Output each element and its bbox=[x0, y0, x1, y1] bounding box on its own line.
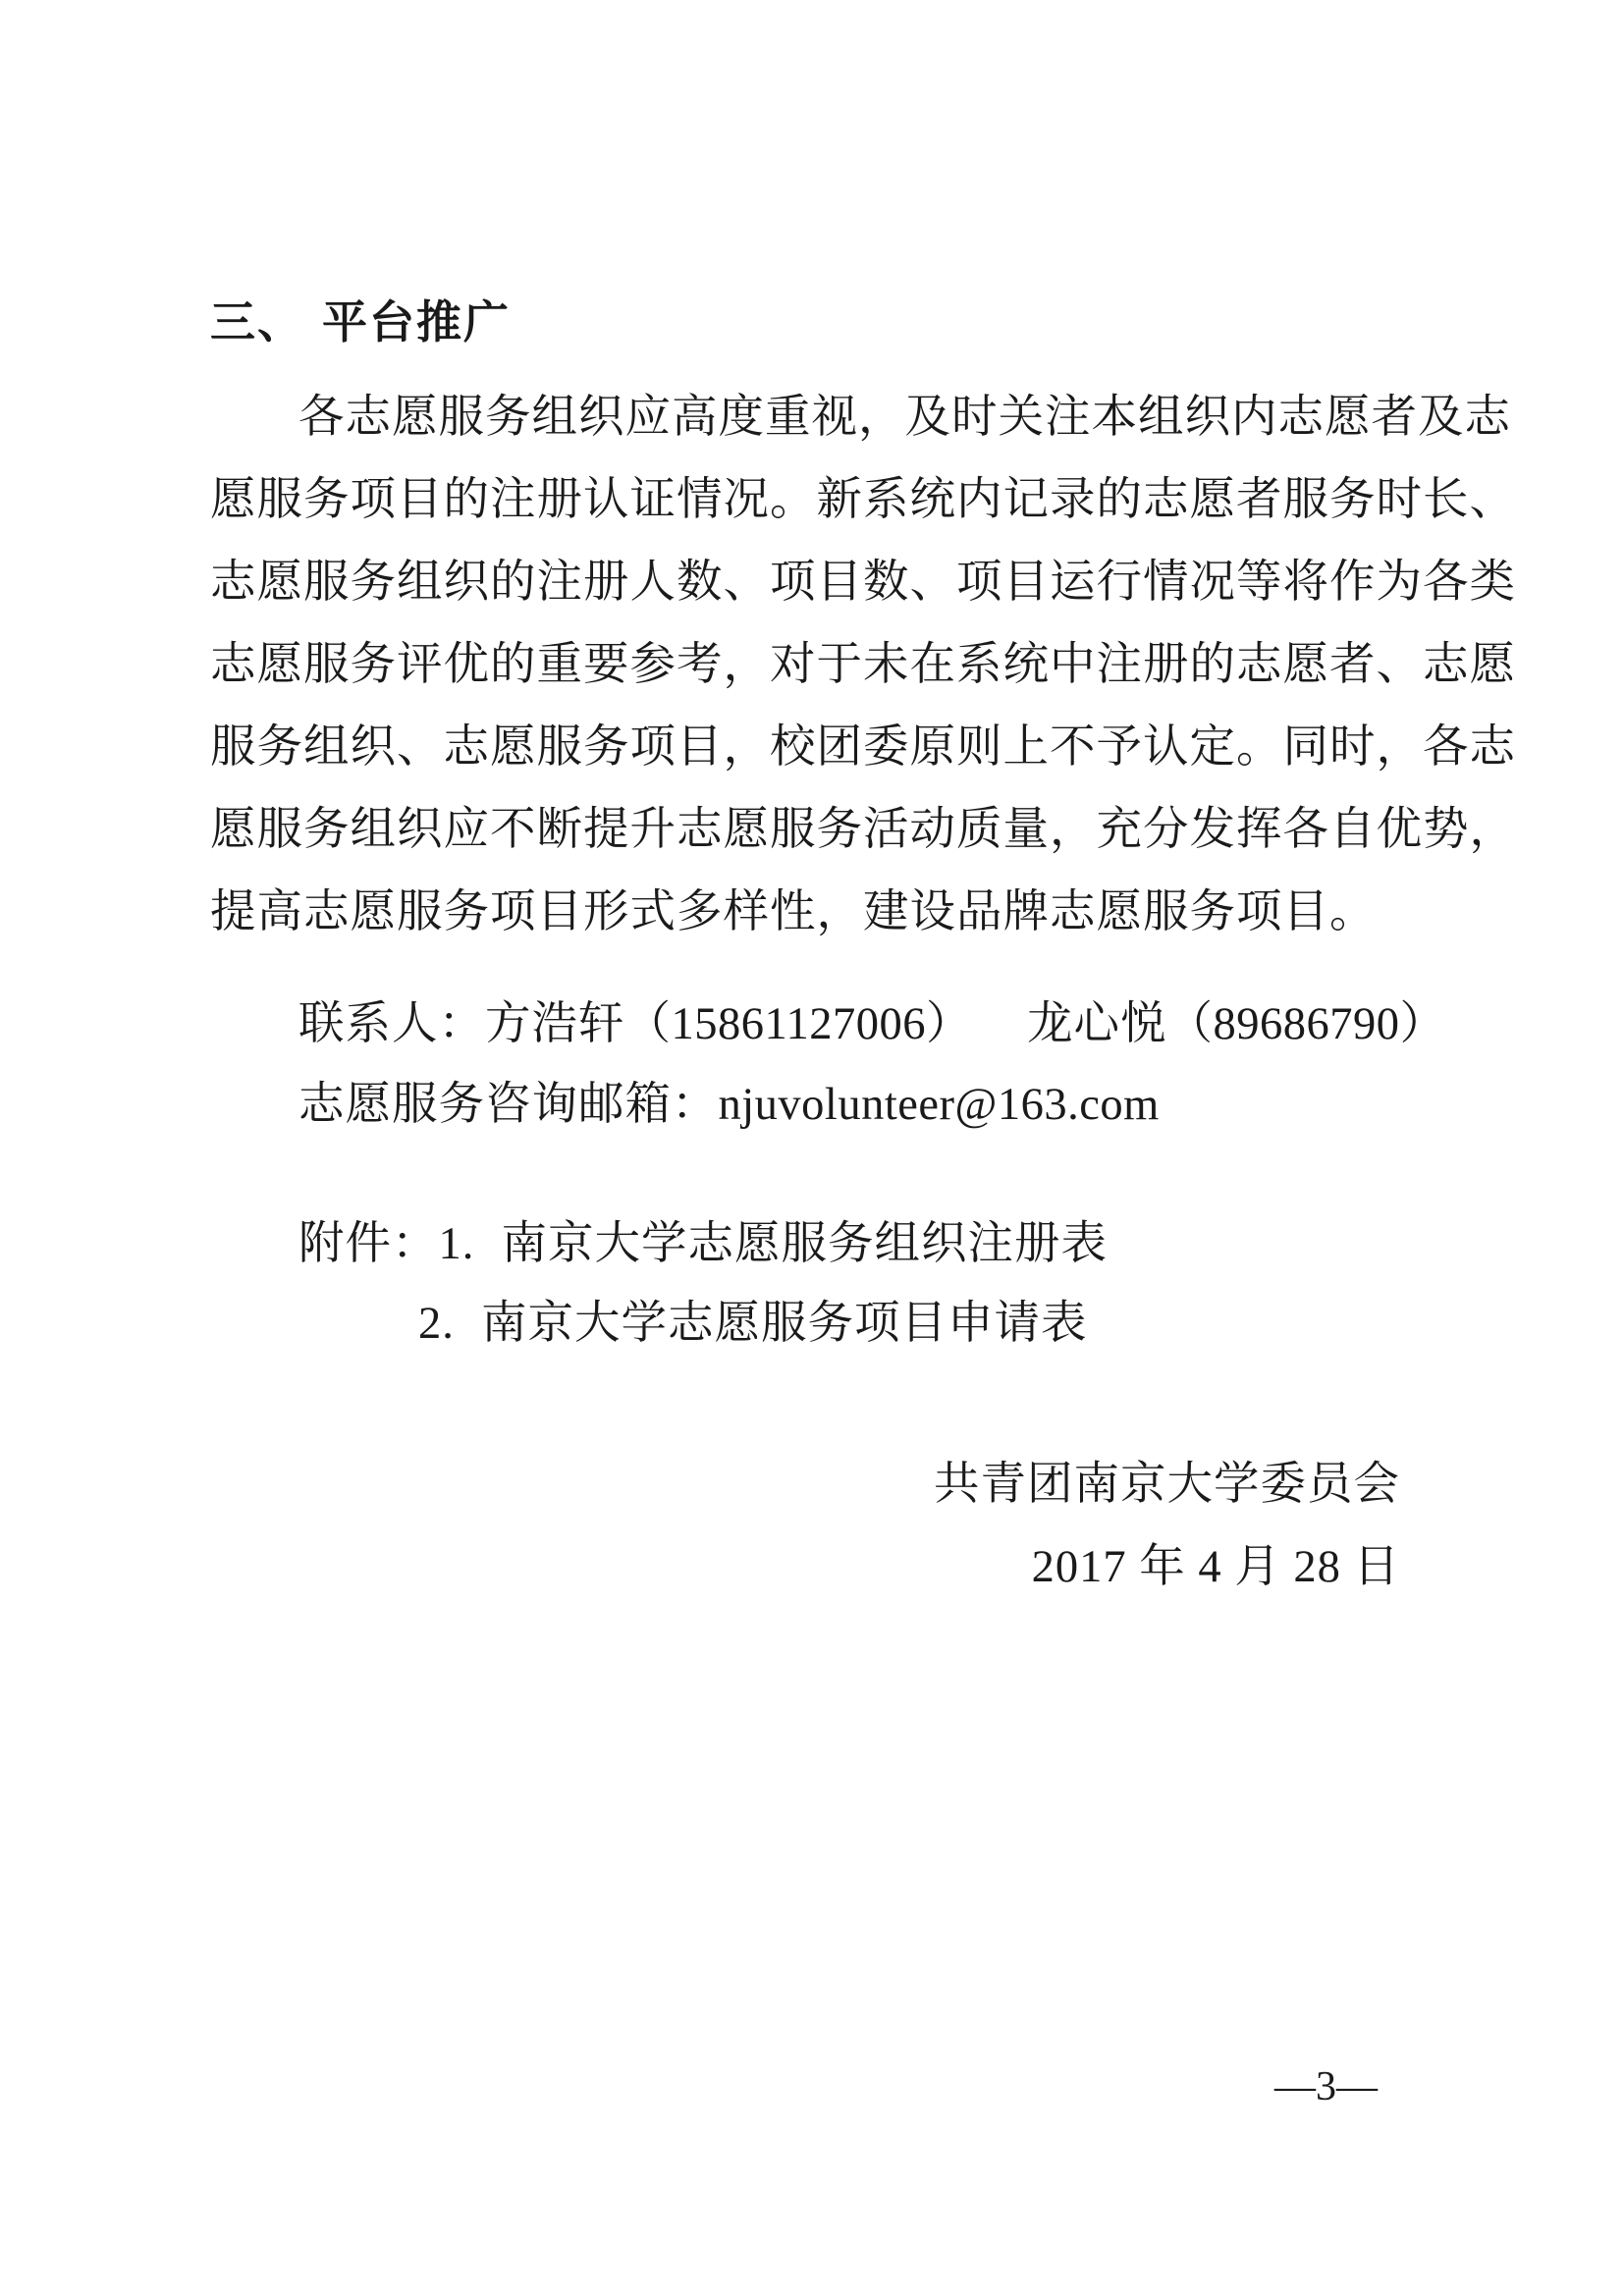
contact-person-phone: （89686790） bbox=[1166, 999, 1446, 1049]
attachments-label: 附件： bbox=[298, 1216, 439, 1269]
section-heading: 三、 平台推广 bbox=[210, 295, 512, 348]
paragraph-line: 愿服务项目的注册认证情况。新系统内记录的志愿者服务时长、 bbox=[210, 472, 1516, 525]
page-number: —3— bbox=[1274, 2064, 1378, 2109]
contact-person-name: 龙心悦 bbox=[1027, 996, 1167, 1049]
contact-email-label: 志愿服务咨询邮箱： bbox=[298, 1077, 719, 1130]
contact-people bbox=[298, 993, 1446, 1054]
attachment-title: 南京大学志愿服务项目申请表 bbox=[481, 1296, 1088, 1349]
contact-email-line bbox=[298, 1074, 1160, 1135]
paragraph-line: 各志愿服务组织应高度重视，及时关注本组织内志愿者及志 bbox=[298, 390, 1511, 443]
contact-person-name: 方浩轩 bbox=[485, 996, 625, 1049]
signature-organization: 共青团南京大学委员会 bbox=[934, 1457, 1400, 1510]
attachment-item bbox=[298, 1213, 1108, 1274]
attachment-index: 2. bbox=[418, 1299, 455, 1349]
paragraph-line: 提高志愿服务项目形式多样性，建设品牌志愿服务项目。 bbox=[210, 884, 1377, 937]
contact-email[interactable]: njuvolunteer@163.com bbox=[718, 1080, 1160, 1130]
attachment-item bbox=[418, 1293, 1088, 1354]
paragraph-line: 志愿服务评优的重要参考，对于未在系统中注册的志愿者、志愿 bbox=[210, 637, 1516, 690]
attachment-index: 1. bbox=[438, 1219, 475, 1269]
signature-date: 2017 年 4 月 28 日 bbox=[1031, 1542, 1400, 1592]
paragraph-line: 愿服务组织应不断提升志愿服务活动质量，充分发挥各自优势， bbox=[210, 802, 1516, 855]
contact-person-phone: （15861127006） bbox=[624, 999, 973, 1049]
attachment-title: 南京大学志愿服务组织注册表 bbox=[501, 1216, 1108, 1269]
paragraph-line: 服务组织、志愿服务项目，校团委原则上不予认定。同时，各志 bbox=[210, 720, 1516, 773]
contact-label: 联系人： bbox=[298, 996, 485, 1049]
paragraph-line: 志愿服务组织的注册人数、项目数、项目运行情况等将作为各类 bbox=[210, 555, 1516, 608]
